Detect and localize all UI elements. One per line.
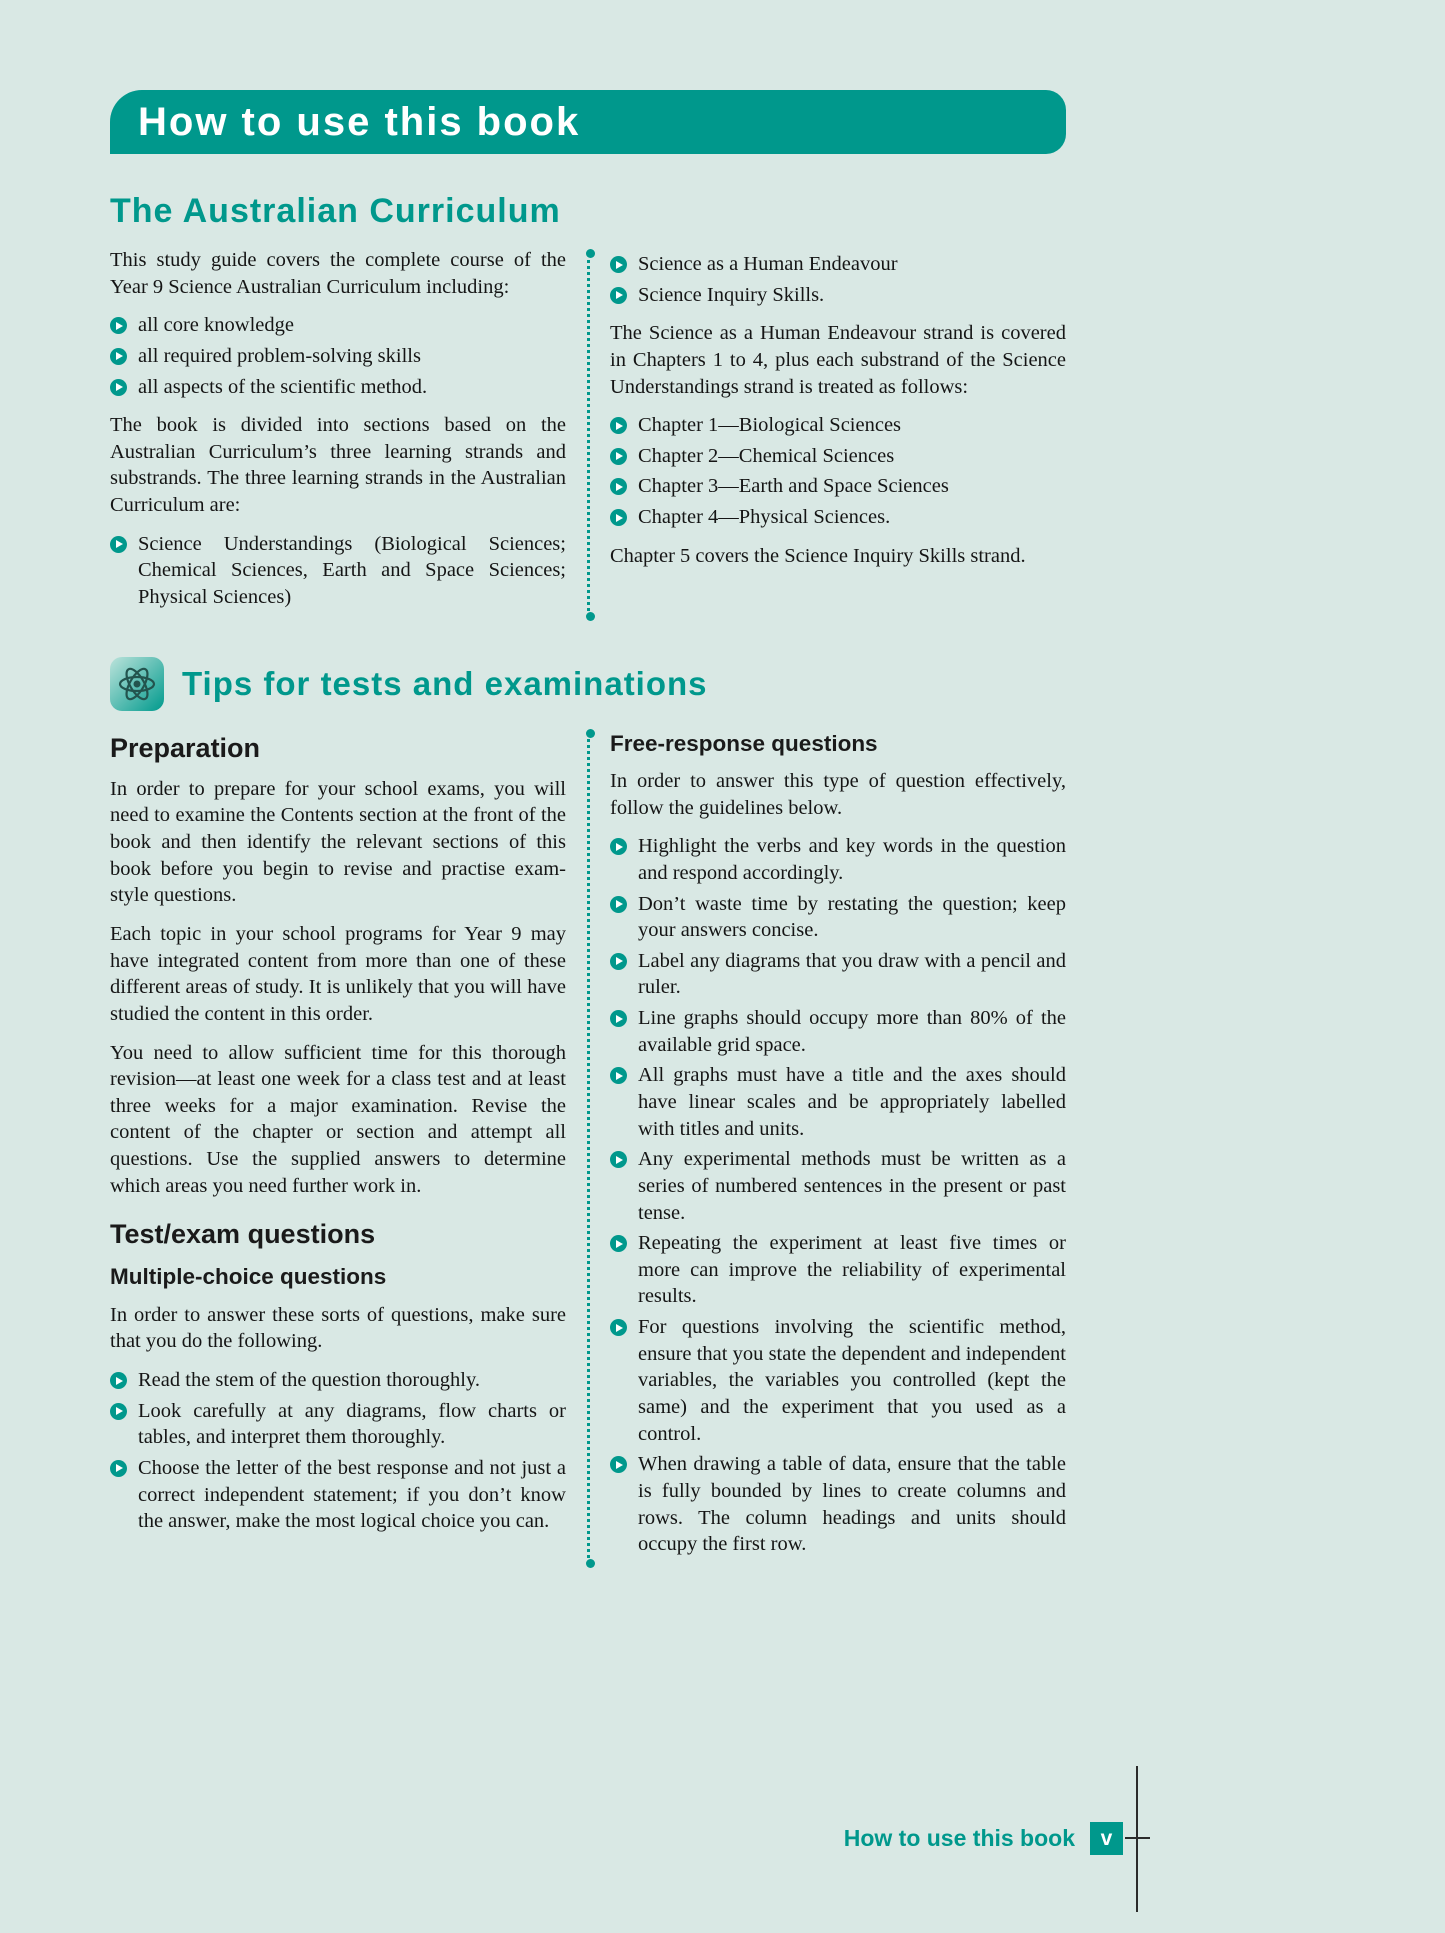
paragraph: In order to answer this type of question effectively, follow the guidelines below. [610,769,1066,819]
page-footer [110,1822,1123,1855]
banner-title: How to use this book [138,99,581,144]
crop-mark-horizontal [1125,1837,1150,1839]
arrow-bullet-icon [610,287,627,304]
arrow-bullet-icon [110,1372,127,1389]
list-item: all required problem-solving skills [110,343,566,370]
bullet-list [110,312,566,400]
arrow-bullet-icon [110,536,127,553]
arrow-bullet-icon [610,1151,627,1168]
list-item: Line graphs should occupy more than 80% of the available grid space. [610,1005,1066,1058]
arrow-bullet-icon [610,509,627,526]
arrow-bullet-icon [610,838,627,855]
bullet-list [610,833,1066,1558]
tips-section-header [110,657,1066,711]
list-item: Chapter 1—Biological Sciences [610,412,1066,439]
section1-left-column [110,247,566,623]
bullet-list [110,1367,566,1535]
arrow-bullet-icon [610,256,627,273]
arrow-bullet-icon [610,1010,627,1027]
bullet-list [610,251,1066,308]
list-item: Science as a Human Endeavour [610,251,1066,278]
paragraph: You need to allow sufficient time for this thorough revision—at least one week for a class test and at least three weeks for a major examination. Revise the content of the chapter or section and attempt all questions. Use the supplied answers to determine which areas you need further work in. [110,1041,566,1197]
section2-columns [110,727,1066,1570]
arrow-bullet-icon [610,1456,627,1473]
list-item: All graphs must have a title and the axes should have linear scales and be appropriately labelled with titles and units. [610,1062,1066,1142]
list-item: Choose the letter of the best response and not just a correct independent statement; if you don’t know the answer, make the most logical choice you can. [110,1455,566,1535]
page-number-badge: v [1090,1822,1123,1855]
list-item: all core knowledge [110,312,566,339]
arrow-bullet-icon [610,953,627,970]
list-item: Any experimental methods must be written as a series of numbered sentences in the present or past tense. [610,1146,1066,1226]
paragraph: In order to prepare for your school exams, you will need to examine the Contents section at the front of the book and then identify the relevant sections of this book before you begin to revise and practise exam-style questions. [110,777,566,907]
paragraph: This study guide covers the complete course of the Year 9 Science Australian Curriculum including: [110,249,566,298]
dotted-divider [587,733,590,1564]
page-content [110,90,1066,1570]
list-item: Read the stem of the question thoroughly. [110,1367,566,1394]
list-item: Chapter 3—Earth and Space Sciences [610,473,1066,500]
list-item: Repeating the experiment at least five times or more can improve the reliability of experimental results. [610,1230,1066,1310]
heading-multiple-choice: Multiple-choice questions [110,1264,387,1290]
paragraph: Each topic in your school programs for Year 9 may have integrated content from more than one of these different areas of study. It is unlikely that you will have studied the content in this order. [110,922,566,1025]
bullet-list [110,531,566,611]
atom-icon [110,657,164,711]
arrow-bullet-icon [610,478,627,495]
list-item: Look carefully at any diagrams, flow charts or tables, and interpret them thoroughly. [110,1398,566,1451]
list-item: all aspects of the scientific method. [110,374,566,401]
list-item: Chapter 4—Physical Sciences. [610,504,1066,531]
heading-free-response: Free-response questions [610,730,878,756]
list-item: Highlight the verbs and key words in the question and respond accordingly. [610,833,1066,886]
arrow-bullet-icon [610,1319,627,1336]
section2-left-column [110,727,566,1570]
arrow-bullet-icon [110,1460,127,1477]
footer-running-title: How to use this book [843,1825,1075,1851]
list-item: Science Understandings (Biological Sciences; Chemical Sciences, Earth and Space Sciences; Physical Sciences) [110,531,566,611]
heading-preparation: Preparation [110,732,261,763]
section1-columns [110,247,1066,623]
paragraph: In order to answer these sorts of questions, make sure that you do the following. [110,1303,566,1353]
list-item: When drawing a table of data, ensure that the table is fully bounded by lines to create columns and rows. The column headings and units should occupy the first row. [610,1451,1066,1558]
arrow-bullet-icon [110,379,127,396]
section1-right-column [610,247,1066,623]
arrow-bullet-icon [610,417,627,434]
list-item: Label any diagrams that you draw with a pencil and ruler. [610,948,1066,1001]
list-item: For questions involving the scientific method, ensure that you state the dependent and independent variables, the variables you controlled (kept the same) and the experiment that you used as a control. [610,1314,1066,1447]
list-item: Don’t waste time by restating the question; keep your answers concise. [610,891,1066,944]
section-title-australian-curriculum: The Australian Curriculum [110,192,561,230]
paragraph: The book is divided into sections based on the Australian Curriculum’s three learning strands and substrands. The three learning strands in the Australian Curriculum are: [110,414,566,517]
chapter-banner [110,90,1066,154]
heading-test-exam-questions: Test/exam questions [110,1219,376,1250]
arrow-bullet-icon [610,896,627,913]
bullet-list [610,412,1066,531]
arrow-bullet-icon [110,1403,127,1420]
paragraph: The Science as a Human Endeavour strand is covered in Chapters 1 to 4, plus each substrand of the Science Understandings strand is treated as follows: [610,322,1066,398]
arrow-bullet-icon [110,317,127,334]
paragraph: Chapter 5 covers the Science Inquiry Skills strand. [610,544,1026,567]
dotted-divider [587,253,590,617]
arrow-bullet-icon [610,448,627,465]
arrow-bullet-icon [610,1067,627,1084]
list-item: Science Inquiry Skills. [610,282,1066,309]
list-item: Chapter 2—Chemical Sciences [610,443,1066,470]
section2-right-column [610,727,1066,1570]
crop-mark-vertical [1136,1766,1138,1912]
section-title-tips: Tips for tests and examinations [182,664,708,702]
arrow-bullet-icon [110,348,127,365]
arrow-bullet-icon [610,1235,627,1252]
